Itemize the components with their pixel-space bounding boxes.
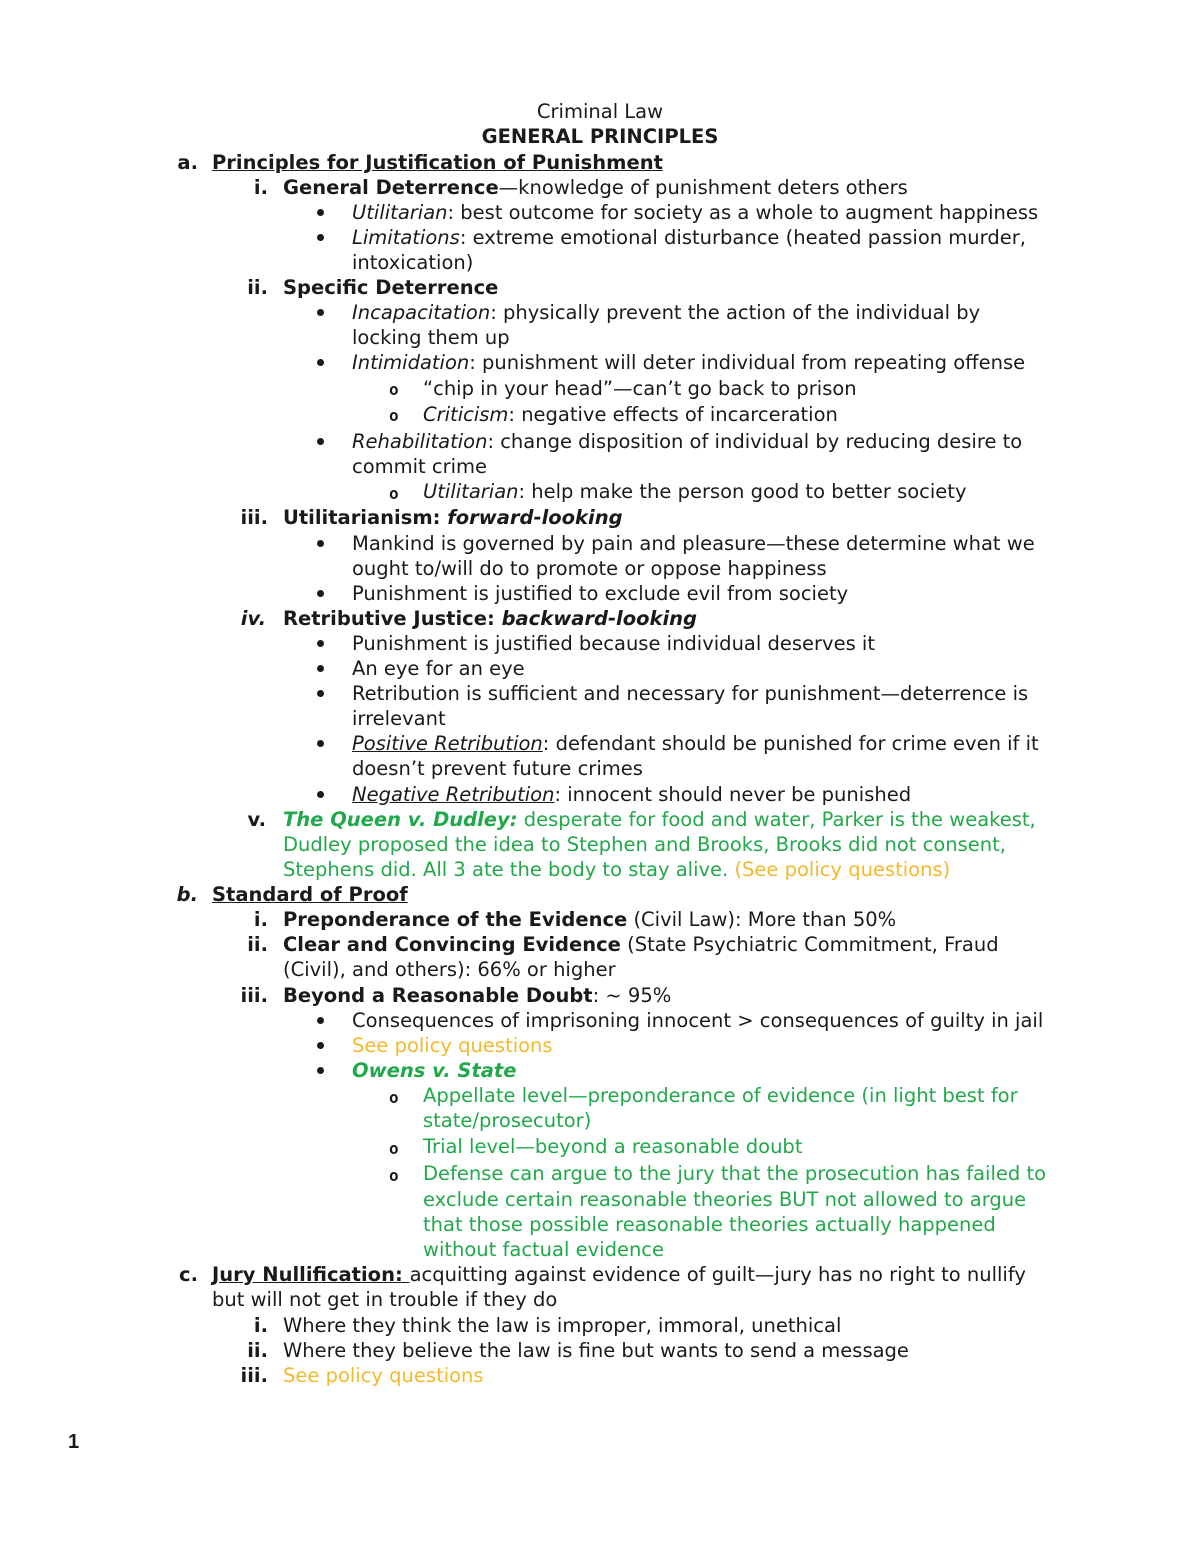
list-item-continuation: commit crime — [352, 455, 488, 478]
term: Negative Retribution — [352, 783, 555, 806]
list-item-continuation: locking them up — [352, 326, 510, 349]
list-item-continuation: (Civil), and others): 66% or higher — [283, 958, 616, 981]
section-b-heading: Standard of Proof — [212, 883, 408, 906]
b-ii-line — [283, 932, 999, 957]
list-item — [352, 429, 1022, 454]
list-item — [352, 300, 980, 325]
case-text-continuation: Dudley proposed the idea to Stephen and Brooks, Brooks did not consent, — [283, 833, 1006, 856]
list-item-continuation: irrelevant — [352, 707, 446, 730]
section-a-marker: a. — [177, 151, 198, 174]
list-item-continuation: ought to/will do to promote or oppose happiness — [352, 557, 827, 580]
policy-reference: See policy questions — [283, 1364, 484, 1387]
item-text: : punishment will deter individual from repeating offense — [469, 351, 1026, 374]
section-b-marker: b. — [176, 883, 198, 906]
bullet-icon — [317, 309, 324, 316]
c-ii-marker: ii. — [247, 1339, 268, 1362]
item-text: : help make the person good to better society — [518, 480, 967, 503]
b-i-marker: i. — [253, 908, 268, 931]
b-iii-line — [283, 983, 671, 1008]
b-iii-marker: iii. — [240, 984, 268, 1007]
sub-bullet-icon: o — [389, 380, 399, 399]
bullet-icon — [317, 640, 324, 647]
sub-bullet-icon: o — [389, 1139, 399, 1158]
list-item: Punishment is justified to exclude evil from society — [352, 582, 849, 605]
section-c-marker: c. — [179, 1263, 198, 1286]
page-number: 1 — [68, 1431, 80, 1453]
item-text: : best outcome for society as a whole to augment happiness — [447, 201, 1039, 224]
section-c-heading: Jury Nullification: — [212, 1263, 410, 1286]
sub-list-item — [423, 402, 838, 427]
a-i-title: General Deterrence — [283, 176, 499, 199]
list-item: Retribution is sufficient and necessary for punishment—deterrence is — [352, 682, 1029, 705]
doc-subtitle: GENERAL PRINCIPLES — [481, 125, 719, 148]
sub-list-item: Defense can argue to the jury that the prosecution has failed to — [423, 1162, 1047, 1185]
a-i-line — [283, 175, 908, 200]
a-iii-marker: iii. — [240, 506, 268, 529]
case-name: Owens v. State — [352, 1059, 517, 1082]
sub-list-item-continuation: state/prosecutor) — [423, 1109, 592, 1132]
a-iv-line — [283, 606, 697, 631]
list-item — [352, 782, 911, 807]
bullet-icon — [317, 665, 324, 672]
bullet-icon — [317, 1067, 324, 1074]
item-text: : ~ 95% — [592, 984, 672, 1007]
term: Utilitarian — [423, 480, 519, 503]
bullet-icon — [317, 359, 324, 366]
term: Utilitarian — [352, 201, 448, 224]
list-item-continuation: intoxication) — [352, 251, 474, 274]
a-v-marker: v. — [247, 808, 266, 831]
c-iii-marker: iii. — [240, 1364, 268, 1387]
a-v-line — [283, 807, 1036, 832]
sub-list-item: “chip in your head”—can’t go back to prison — [423, 377, 857, 400]
item-text: : defendant should be punished for crime even if it — [542, 732, 1039, 755]
bullet-icon — [317, 690, 324, 697]
sub-bullet-icon: o — [389, 1088, 399, 1107]
term: Limitations — [352, 226, 460, 249]
sub-bullet-icon: o — [389, 406, 399, 425]
c-ii-text: Where they believe the law is fine but wants to send a message — [283, 1339, 909, 1362]
bullet-icon — [317, 590, 324, 597]
b-i-line — [283, 907, 896, 932]
a-iv-marker: iv. — [240, 607, 266, 630]
a-iii-title: Utilitarianism: — [283, 506, 448, 529]
sub-list-item — [423, 479, 967, 504]
list-item — [352, 350, 1025, 375]
policy-reference: (See policy questions) — [734, 858, 951, 881]
sub-list-item: Trial level—beyond a reasonable doubt — [423, 1135, 803, 1158]
doc-title: Criminal Law — [536, 100, 664, 123]
c-i-marker: i. — [253, 1314, 268, 1337]
bullet-icon — [317, 209, 324, 216]
sub-bullet-icon: o — [389, 1166, 399, 1185]
list-item: Mankind is governed by pain and pleasure—these determine what we — [352, 532, 1035, 555]
a-iii-emph: forward-looking — [447, 506, 623, 529]
bullet-icon — [317, 1042, 324, 1049]
a-i-marker: i. — [253, 176, 268, 199]
a-iv-emph: backward-looking — [501, 607, 698, 630]
policy-reference: See policy questions — [352, 1034, 553, 1057]
item-text: (Civil Law): More than 50% — [627, 908, 897, 931]
term: Incapacitation — [352, 301, 491, 324]
section-a-heading: Principles for Justification of Punishment — [212, 151, 663, 174]
list-item: An eye for an eye — [352, 657, 525, 680]
case-text: desperate for food and water, Parker is the weakest, — [517, 808, 1036, 831]
list-item — [352, 731, 1039, 756]
case-text-continuation — [283, 857, 950, 882]
sub-list-item-continuation: without factual evidence — [423, 1238, 665, 1261]
list-item-continuation: but will not get in trouble if they do — [212, 1288, 558, 1311]
b-ii-title: Clear and Convincing Evidence — [283, 933, 621, 956]
bullet-icon — [317, 540, 324, 547]
item-text: acquitting against evidence of guilt—jury has no right to nullify — [409, 1263, 1026, 1286]
term: Criticism — [423, 403, 509, 426]
term: Positive Retribution — [352, 732, 543, 755]
item-text: : innocent should never be punished — [554, 783, 912, 806]
item-text: (State Psychiatric Commitment, Fraud — [620, 933, 999, 956]
list-item-continuation: doesn’t prevent future crimes — [352, 757, 643, 780]
b-iii-title: Beyond a Reasonable Doubt — [283, 984, 593, 1007]
sub-bullet-icon: o — [389, 484, 399, 503]
section-c-line — [212, 1262, 1026, 1287]
list-item: Punishment is justified because individual deserves it — [352, 632, 875, 655]
b-ii-marker: ii. — [247, 933, 268, 956]
list-item: Consequences of imprisoning innocent > consequences of guilty in jail — [352, 1009, 1044, 1032]
list-item — [352, 225, 1026, 250]
term: Rehabilitation — [352, 430, 488, 453]
item-text: : physically prevent the action of the individual by — [490, 301, 981, 324]
item-text: : change disposition of individual by reducing desire to — [487, 430, 1023, 453]
item-text: : negative effects of incarceration — [508, 403, 838, 426]
sub-list-item-continuation: exclude certain reasonable theories BUT not allowed to argue — [423, 1188, 1027, 1211]
a-ii-title: Specific Deterrence — [283, 276, 499, 299]
b-i-title: Preponderance of the Evidence — [283, 908, 628, 931]
item-text: : extreme emotional disturbance (heated passion murder, — [459, 226, 1026, 249]
a-i-desc: —knowledge of punishment deters others — [498, 176, 908, 199]
bullet-icon — [317, 234, 324, 241]
term: Intimidation — [352, 351, 470, 374]
a-iv-title: Retributive Justice: — [283, 607, 502, 630]
bullet-icon — [317, 740, 324, 747]
bullet-icon — [317, 438, 324, 445]
list-item — [352, 200, 1038, 225]
sub-list-item: Appellate level—preponderance of evidence (in light best for — [423, 1084, 1018, 1107]
a-iii-line — [283, 505, 623, 530]
sub-list-item-continuation: that those possible reasonable theories actually happened — [423, 1213, 996, 1236]
a-ii-marker: ii. — [247, 276, 268, 299]
bullet-icon — [317, 791, 324, 798]
case-text: Stephens did. All 3 ate the body to stay alive. — [283, 858, 735, 881]
c-i-text: Where they think the law is improper, immoral, unethical — [283, 1314, 842, 1337]
case-name: The Queen v. Dudley: — [283, 808, 518, 831]
bullet-icon — [317, 1017, 324, 1024]
